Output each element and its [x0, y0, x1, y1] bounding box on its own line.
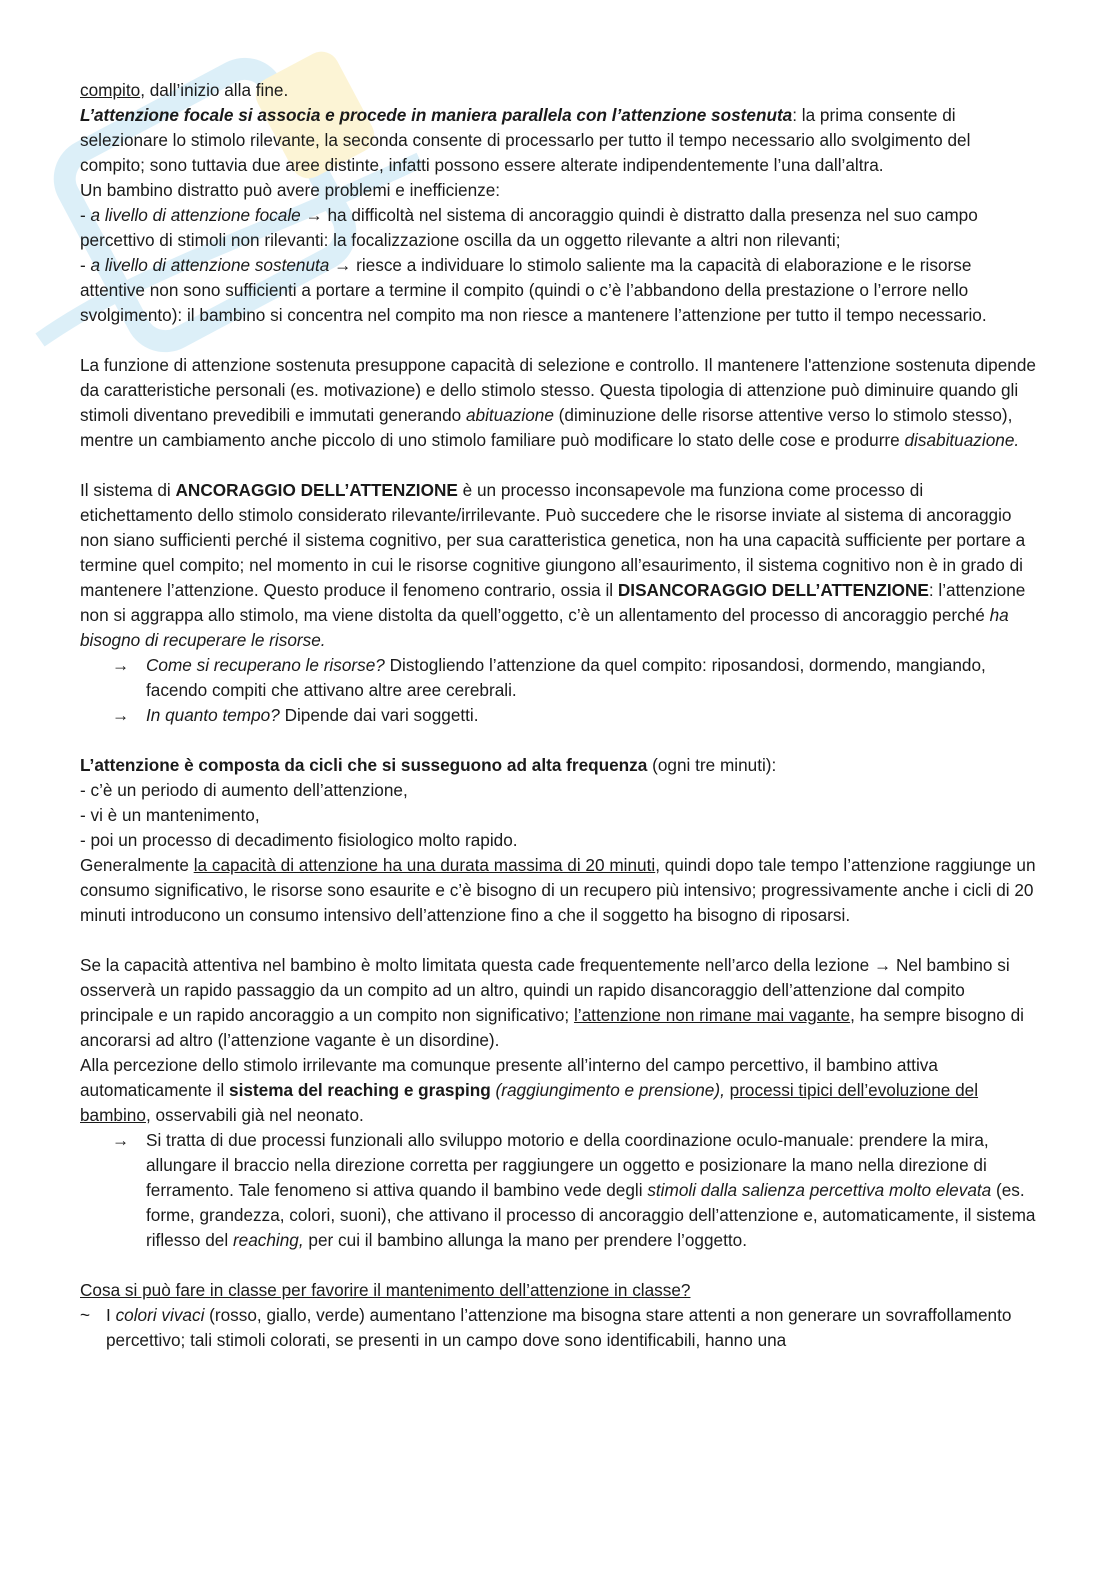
bullet-functional-processes: → Si tratta di due processi funzionali allo sviluppo motorio e della coordinazione oculo-manuale: prendere la mira, allungare il braccio nella direzione corretta per raggiungere un oggetto e posizionare la mano nella direzione di ferramento. Tale fenomeno si attiva quando il bambino vede degli stimoli dalla salienza percettiva molto elevata (es. forme, grandezza, colori, suoni), che attivano il processo di ancoraggio dell’attenzione e, automaticamente, il sistema riflesso del reaching, per cui il bambino allunga la mano per prendere l’oggetto. [112, 1130, 1036, 1250]
list-item-sustained: - a livello di attenzione sostenuta → riesce a individuare lo stimolo saliente ma la capacità di elaborazione e le risorse attentive non sono sufficienti a portare a termine il compito (quindi o c’è l’abbandono della prestazione o l’errore nello svolgimento): il bambino si concentra nel compito ma non riesce a mantenere l’attenzione per tutto il tempo necessario. [80, 255, 987, 325]
arrow-bullet-icon: → [112, 1130, 130, 1150]
document-page [80, 78, 1040, 1353]
paragraph-continuation: compito, dall’inizio alla fine. [80, 80, 289, 100]
list-item-decay: - poi un processo di decadimento fisiologico molto rapido. [80, 830, 518, 850]
paragraph-focal-sustained: L’attenzione focale si associa e procede in maniera parallela con l’attenzione sostenuta: la prima consente di selezionare lo stimolo rilevante, la seconda consente di processarlo per tutto il tempo necessario allo svolgimento del compito; sono tuttavia due aree distinte, infatti possono essere alterate indipendentemente l’una dall’altra. [80, 105, 971, 175]
paragraph-anchoring: Il sistema di ANCORAGGIO DELL’ATTENZIONE è un processo inconsapevole ma funziona come processo di etichettamento dello stimolo considerato rilevante/irrilevante. Può succedere che le risorse inviate al sistema di ancoraggio non siano sufficienti perché il sistema cognitivo, per sua caratteristica genetica, non ha una capacità sufficiente per portare a termine quel compito; nel momento in cui le risorse cognitive giungono all’esaurimento, il sistema cognitivo non è in grado di mantenere l’attenzione. Questo produce il fenomeno contrario, ossia il DISANCORAGGIO DELL’ATTENZIONE: l’attenzione non si aggrappa allo stimolo, ma viene distolta da quell’oggetto, c’è un allentamento del processo di ancoraggio perché ha bisogno di recuperare le risorse. [80, 480, 1026, 650]
paragraph-distracted-child: Un bambino distratto può avere problemi e inefficienze: [80, 180, 501, 200]
arrow-icon: → [329, 255, 357, 275]
tilde-bullet-icon: ~ [80, 1305, 91, 1325]
arrow-icon: → [869, 955, 896, 975]
list-item-focal: - a livello di attenzione focale → ha difficoltà nel sistema di ancoraggio quindi è distratto dalla presenza nel suo campo percettivo di stimoli non rilevanti: la focalizzazione oscilla da un oggetto rilevante a altri non rilevanti; [80, 205, 978, 250]
section-question-heading: Cosa si può fare in classe per favorire il mantenimento dell’attenzione in classe? [80, 1280, 691, 1300]
paragraph-sustained-function: La funzione di attenzione sostenuta presuppone capacità di selezione e controllo. Il mantenere l'attenzione sostenuta dipende da caratteristiche personali (es. motivazione) e dello stimolo stesso. Questa tipologia di attenzione può diminuire quando gli stimoli diventano prevedibili e immutati generando abituazione (diminuzione delle risorse attentive verso lo stimolo stesso), mentre un cambiamento anche piccolo di uno stimolo familiare può modificare lo stato delle cose e produrre disabituazione. [80, 355, 1036, 450]
bullet-recover-resources: → Come si recuperano le risorse? Distogliendo l’attenzione da quel compito: riposandosi, dormendo, mangiando, facendo compiti che attivano altre aree cerebrali. [112, 655, 986, 700]
bullet-how-long: → In quanto tempo? Dipende dai vari soggetti. [80, 703, 1040, 728]
paragraph-limited-capacity: Se la capacità attentiva nel bambino è molto limitata questa cade frequentemente nell’arco della lezione → Nel bambino si osserverà un rapido passaggio da un compito ad un altro, quindi un rapido disancoraggio dell’attenzione dal compito principale e un rapido ancoraggio a un compito non significativo; l’attenzione non rimane mai vagante, ha sempre bisogno di ancorarsi ad altro (l’attenzione vagante è un disordine). [80, 955, 1024, 1050]
list-item-increase: - c’è un periodo di aumento dell’attenzione, [80, 780, 408, 800]
paragraph-attention-cycles: L’attenzione è composta da cicli che si susseguono ad alta frequenza (ogni tre minuti): [80, 755, 777, 775]
arrow-bullet-icon: → [112, 705, 130, 725]
arrow-icon: → [300, 205, 328, 225]
list-item-maintenance: - vi è un mantenimento, [80, 805, 260, 825]
bold-italic-thesis: L’attenzione focale si associa e procede in maniera parallela con l’attenzione sostenuta [80, 105, 793, 125]
arrow-bullet-icon: → [112, 655, 130, 675]
underlined-term: compito [80, 80, 141, 100]
paragraph-twenty-minutes: Generalmente la capacità di attenzione ha una durata massima di 20 minuti, quindi dopo tale tempo l’attenzione raggiunge un consumo significativo, le risorse sono esaurite e c’è bisogno di un recupero più intensivo; progressivamente anche i cicli di 20 minuti introducono un consumo intensivo dell’attenzione fino a che il soggetto ha bisogno di riposarsi. [80, 855, 1036, 925]
paragraph-reaching-grasping: Alla percezione dello stimolo irrilevante ma comunque presente all’interno del campo percettivo, il bambino attiva automaticamente il sistema del reaching e grasping (raggiungimento e prensione), processi tipici dell’evoluzione del bambino, osservabili già nel neonato. [80, 1055, 979, 1125]
bullet-vivid-colors: ~ I colori vivaci (rosso, giallo, verde) aumentano l’attenzione ma bisogna stare attenti a non generare un sovraffollamento percettivo; tali stimoli colorati, se presenti in un campo dove sono identificabili, hanno una [80, 1305, 1012, 1350]
